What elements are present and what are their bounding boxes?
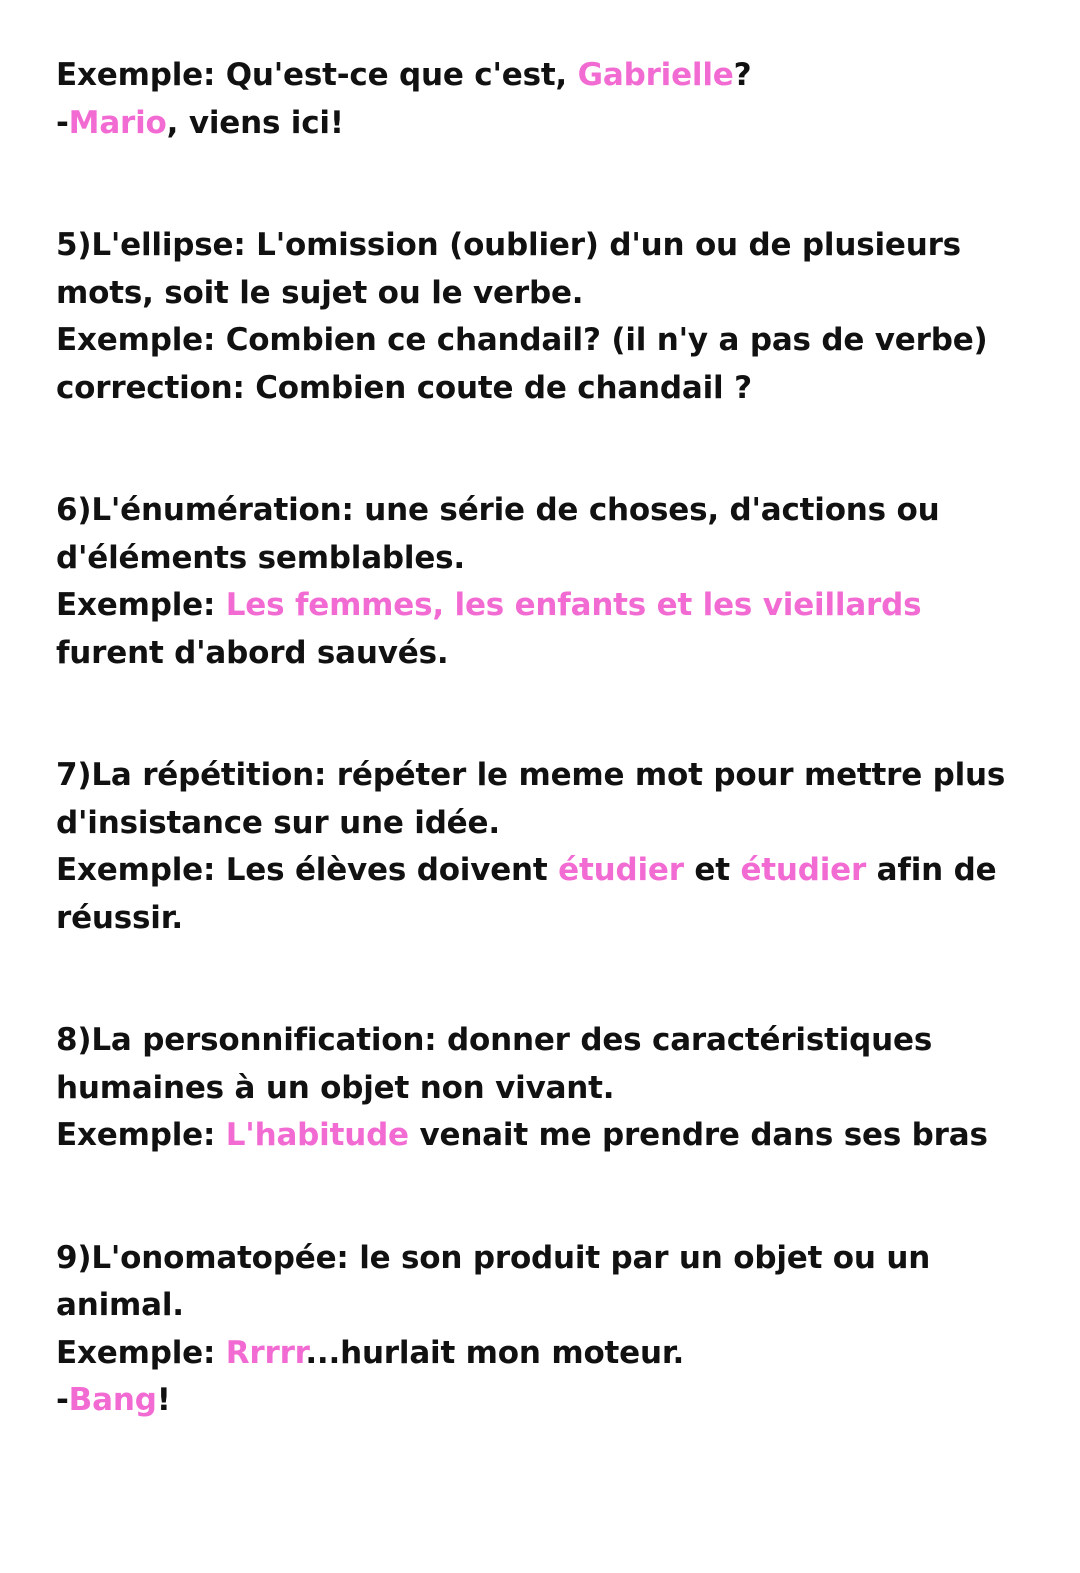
example-label: Exemple: <box>56 1334 226 1371</box>
correction-line: correction: Combien coute de chandail ? <box>56 369 752 406</box>
example-line <box>56 52 1046 100</box>
example-text: ...hurlait mon moteur. <box>305 1334 685 1371</box>
dash: - <box>56 104 69 141</box>
example-line <box>56 1330 1046 1378</box>
section-heading: 6)L'énumération: une série de choses, d'actions ou <box>56 492 940 528</box>
example-line: Exemple: Combien ce chandail? (il n'y a pas de verbe) <box>56 322 988 358</box>
punctuation: ! <box>156 1382 171 1418</box>
intro-examples <box>56 52 1046 147</box>
highlighted-word: Mario <box>68 104 167 141</box>
highlighted-word: étudier <box>558 852 684 888</box>
definition-text: d'insistance sur une idée. <box>56 804 500 841</box>
example-line <box>56 1112 1046 1160</box>
example-label: Exemple: <box>56 587 226 623</box>
highlighted-phrase: Les femmes, les enfants et les vieillards <box>225 587 922 623</box>
definition-text: d'éléments semblables. <box>56 539 465 576</box>
highlighted-word: L'habitude <box>225 1117 409 1153</box>
punctuation: ? <box>733 57 752 93</box>
example-line <box>56 847 1046 895</box>
highlighted-word: Gabrielle <box>577 57 734 93</box>
section-heading: 9)L'onomatopée: le son produit par un objet ou un <box>56 1239 931 1276</box>
example-line <box>56 582 1046 630</box>
example-line <box>56 100 1046 148</box>
section-heading: 7)La répétition: répéter le meme mot pour mettre plus <box>56 757 1006 793</box>
section-ellipse <box>56 222 1046 412</box>
section-repetition <box>56 752 1046 942</box>
section-enumeration <box>56 487 1046 677</box>
example-line <box>56 1377 1046 1425</box>
example-text: afin de <box>866 852 997 888</box>
dash: - <box>56 1382 69 1418</box>
highlighted-word: Bang <box>68 1382 157 1418</box>
section-heading: 5)L'ellipse: L'omission (oublier) d'un ou de plusieurs <box>56 227 961 263</box>
definition-text: humaines à un objet non vivant. <box>56 1069 615 1106</box>
section-onomatopee <box>56 1235 1046 1425</box>
document-page <box>56 52 1046 1425</box>
example-continuation: furent d'abord sauvés. <box>56 634 449 671</box>
example-continuation: réussir. <box>56 899 183 936</box>
highlighted-word: Rrrrr <box>225 1334 306 1371</box>
definition-text: animal. <box>56 1287 184 1323</box>
section-personnification <box>56 1017 1046 1160</box>
section-heading: 8)La personnification: donner des caractéristiques <box>56 1022 933 1058</box>
definition-text: mots, soit le sujet ou le verbe. <box>56 274 584 311</box>
example-label: Exemple: Les élèves doivent <box>56 852 559 888</box>
example-label: Exemple: Qu'est-ce que c'est, <box>56 57 578 93</box>
example-label: Exemple: <box>56 1117 226 1153</box>
example-text: venait me prendre dans ses bras <box>408 1117 988 1153</box>
example-text: , viens ici! <box>166 104 344 141</box>
example-text: et <box>683 852 741 888</box>
highlighted-word: étudier <box>740 852 867 888</box>
